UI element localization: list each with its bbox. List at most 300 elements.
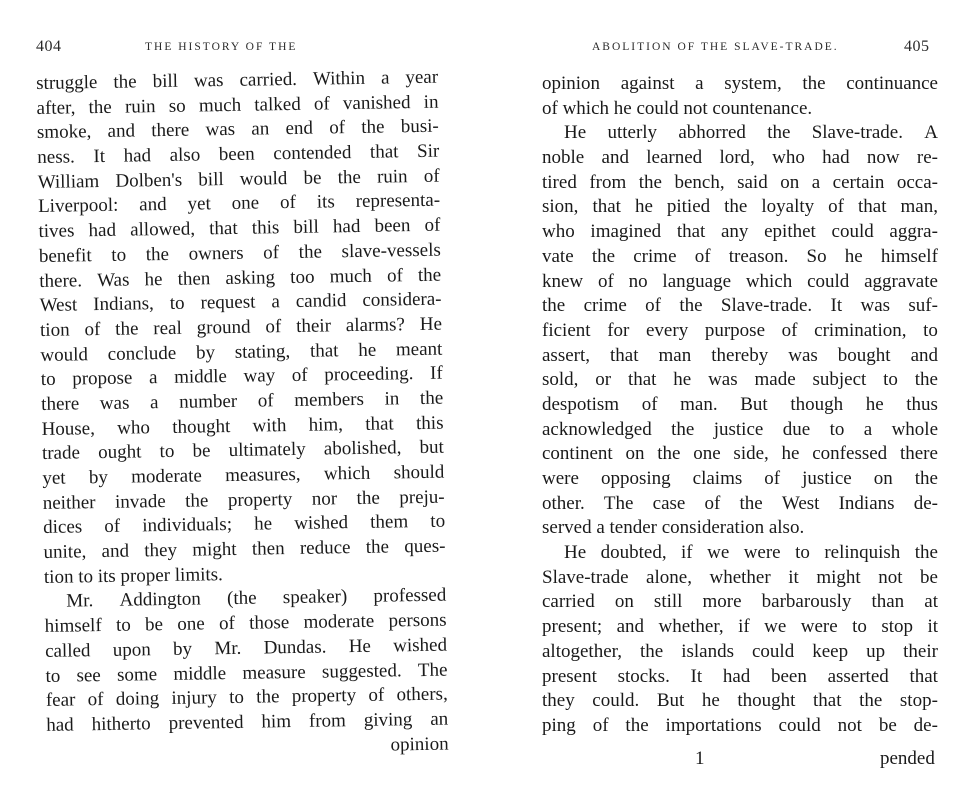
word: to xyxy=(228,687,245,709)
word: due xyxy=(782,418,811,440)
word: sion, xyxy=(542,196,579,218)
word: he xyxy=(673,369,692,391)
word: one xyxy=(177,613,205,635)
catchword: opinion xyxy=(390,733,449,756)
word: man. xyxy=(680,393,718,415)
word: would xyxy=(40,343,89,366)
word: to xyxy=(111,244,127,266)
word: thought xyxy=(172,415,231,438)
word: case xyxy=(652,492,686,514)
word: nor xyxy=(311,488,338,510)
word: Within xyxy=(312,67,366,90)
word: the xyxy=(115,318,139,340)
word: bill xyxy=(198,168,224,191)
word: who xyxy=(772,147,805,169)
word: Slave-trade xyxy=(542,566,629,588)
text-line xyxy=(542,714,938,739)
word: some xyxy=(116,663,158,686)
word: abolished, xyxy=(323,437,402,460)
text-line xyxy=(542,590,938,615)
word: talked xyxy=(254,93,301,116)
word: smoke, xyxy=(36,121,92,144)
word: Was xyxy=(96,269,130,291)
word: that xyxy=(209,217,238,240)
word: he xyxy=(701,690,720,712)
word: aggravate xyxy=(864,270,938,292)
word: crimination, xyxy=(814,319,907,341)
word: of xyxy=(313,93,330,115)
word: up xyxy=(866,640,886,662)
text-line xyxy=(542,195,938,220)
word: present xyxy=(542,665,597,687)
word: year xyxy=(405,66,439,89)
word: the xyxy=(914,369,938,391)
word: of xyxy=(592,714,609,736)
word: still xyxy=(653,591,683,613)
word: altogether, xyxy=(542,640,622,662)
word: language xyxy=(662,270,731,292)
text-line xyxy=(542,442,938,467)
word: the xyxy=(914,542,938,564)
word: but xyxy=(419,436,445,459)
word: barbarously xyxy=(761,591,852,613)
word: struggle xyxy=(36,72,98,94)
word: But xyxy=(740,393,768,415)
word: of xyxy=(329,117,346,139)
word: tives xyxy=(38,220,75,243)
word: knew xyxy=(542,270,584,292)
word: to xyxy=(923,319,938,341)
text-line xyxy=(542,541,938,566)
word: him, xyxy=(308,413,344,436)
word: wished xyxy=(294,512,349,535)
word: ultimately xyxy=(228,439,306,462)
word: they xyxy=(542,690,575,712)
word: were xyxy=(800,616,838,638)
word: to xyxy=(829,418,845,440)
word: the xyxy=(591,245,616,267)
word: could xyxy=(752,640,795,662)
word: called xyxy=(44,640,91,662)
word: though xyxy=(790,393,844,415)
word: lord, xyxy=(719,147,755,169)
word: he xyxy=(634,196,653,218)
word: de- xyxy=(913,492,938,514)
word: man, xyxy=(900,196,938,218)
word: on xyxy=(780,171,800,193)
word: suf- xyxy=(908,295,938,317)
word: to xyxy=(430,511,446,533)
word: purpose xyxy=(704,319,766,341)
word: occa- xyxy=(896,171,938,193)
word: benefit xyxy=(38,244,92,267)
word: It xyxy=(830,295,843,317)
word: real xyxy=(153,317,182,340)
word: be xyxy=(144,614,164,636)
word: upon xyxy=(112,639,151,661)
text-line xyxy=(542,665,938,690)
word: from xyxy=(589,171,627,193)
word: subject xyxy=(812,369,867,391)
word: it xyxy=(788,566,799,588)
word: Mr. xyxy=(214,637,242,660)
word: ness. xyxy=(37,146,75,169)
word: by xyxy=(88,466,109,489)
word: was xyxy=(708,369,738,391)
word: Indians xyxy=(838,492,895,514)
word: measures, xyxy=(224,463,301,487)
word: too xyxy=(290,266,315,288)
word: He xyxy=(348,635,372,657)
word: considera- xyxy=(362,288,442,312)
word: and xyxy=(107,120,136,143)
word: been xyxy=(374,215,411,237)
word: invade xyxy=(114,490,166,513)
word: on xyxy=(625,443,645,465)
word: that xyxy=(676,221,706,243)
word: doubted, xyxy=(600,542,667,564)
text-line xyxy=(542,566,938,591)
word: that xyxy=(592,196,621,218)
word: But xyxy=(656,690,685,712)
word: man xyxy=(658,344,692,366)
word: alone, xyxy=(646,566,692,588)
word: bought xyxy=(837,344,891,366)
word: number xyxy=(178,390,238,413)
word: ought xyxy=(97,441,142,464)
word: there xyxy=(151,119,190,142)
word: himself xyxy=(880,245,938,267)
word: was xyxy=(193,70,224,92)
word: relinquish xyxy=(824,542,901,564)
word: request xyxy=(200,291,256,314)
word: the xyxy=(365,536,390,558)
word: of xyxy=(764,468,781,489)
word: speaker) xyxy=(282,586,348,609)
word: them xyxy=(370,511,409,534)
word: tired xyxy=(542,171,577,193)
word: preju- xyxy=(399,486,445,509)
word: William xyxy=(37,170,100,193)
word: should xyxy=(393,461,445,484)
text-line xyxy=(542,121,938,146)
word: him xyxy=(261,710,292,733)
word: crime xyxy=(633,245,677,267)
word: giving xyxy=(363,709,413,731)
word: epithet xyxy=(764,221,816,243)
word: was xyxy=(788,344,818,366)
word: ficient xyxy=(542,319,591,341)
word: for xyxy=(607,319,630,341)
word: a xyxy=(149,392,159,414)
word: could xyxy=(807,270,850,292)
word: conclude xyxy=(107,342,177,365)
word: continent xyxy=(542,443,613,465)
word: prevented xyxy=(168,711,244,734)
word: opposing xyxy=(600,468,671,489)
word: The xyxy=(417,659,448,681)
text-line xyxy=(542,615,938,640)
word: might xyxy=(192,538,237,561)
word: he xyxy=(781,443,800,465)
word: he xyxy=(844,245,863,267)
word: the xyxy=(767,122,791,144)
word: it xyxy=(927,616,938,638)
word: of xyxy=(597,270,614,292)
word: this xyxy=(415,412,444,434)
text-line xyxy=(542,393,938,418)
word: was xyxy=(860,295,891,317)
word: of xyxy=(279,192,297,214)
text-line xyxy=(542,171,938,196)
word: by xyxy=(195,341,216,364)
word: It xyxy=(93,145,106,168)
word: of xyxy=(423,165,440,187)
word: he xyxy=(358,339,377,361)
word: the xyxy=(417,264,442,286)
word: system, xyxy=(724,73,782,94)
word: was xyxy=(99,392,130,414)
word: could xyxy=(831,221,874,243)
word: present; xyxy=(542,616,603,638)
word: the xyxy=(625,714,649,736)
word: the xyxy=(724,196,748,218)
word: other. xyxy=(542,492,585,514)
word: slave-vessels xyxy=(341,239,441,263)
word: of xyxy=(828,196,844,218)
word: be xyxy=(303,167,322,189)
word: West xyxy=(781,492,820,514)
word: the xyxy=(185,490,209,512)
word: Dundas. xyxy=(263,636,327,659)
word: a xyxy=(811,171,821,193)
word: to xyxy=(40,368,56,391)
right-page-number: 405 xyxy=(904,38,930,55)
word: that xyxy=(610,344,639,366)
word: carried. xyxy=(239,68,298,91)
word: Sir xyxy=(416,140,440,163)
word: justice xyxy=(802,468,852,489)
word: tion xyxy=(39,319,70,341)
word: reduce xyxy=(299,537,351,559)
word: bench, xyxy=(674,171,725,193)
text-line xyxy=(542,146,938,171)
word: injury xyxy=(171,687,217,710)
word: keep xyxy=(812,640,849,662)
word: he xyxy=(144,268,163,290)
word: been xyxy=(218,143,255,166)
word: He xyxy=(419,313,443,335)
word: so xyxy=(168,95,186,117)
word: meant xyxy=(395,338,443,360)
word: ping xyxy=(542,714,576,736)
word: candid xyxy=(295,290,347,313)
word: which xyxy=(745,270,793,292)
word: to xyxy=(45,665,61,687)
word: which xyxy=(323,462,371,485)
word: had xyxy=(46,714,74,736)
word: there. xyxy=(39,269,83,292)
word: justice xyxy=(713,418,764,440)
text-line xyxy=(542,220,938,245)
word: at xyxy=(924,591,938,613)
word: that xyxy=(909,665,938,687)
word: not xyxy=(837,714,862,736)
word: from xyxy=(308,710,347,732)
word: one xyxy=(693,443,721,465)
word: measure xyxy=(242,661,306,684)
word: middle xyxy=(173,662,227,685)
word: of xyxy=(694,245,711,267)
word: utterly xyxy=(607,122,658,144)
word: of xyxy=(263,242,280,264)
word: aggra- xyxy=(889,221,938,243)
word: that xyxy=(857,196,887,218)
word: by xyxy=(172,638,193,660)
word: ground xyxy=(196,316,251,339)
left-page-number: 404 xyxy=(36,38,62,55)
word: the xyxy=(679,295,703,317)
word: of xyxy=(265,316,282,338)
word: a xyxy=(695,73,704,94)
word: in xyxy=(384,388,400,410)
word: or xyxy=(595,369,612,391)
word: end xyxy=(285,118,314,140)
word: pitied xyxy=(666,196,711,218)
word: of xyxy=(84,318,101,341)
word: after, xyxy=(36,97,76,119)
word: A xyxy=(924,122,938,144)
word: Slave-trade. xyxy=(720,295,813,317)
word: Dolben's xyxy=(115,169,183,192)
word: allowed, xyxy=(129,218,196,241)
word: fear xyxy=(45,689,76,712)
word: might xyxy=(816,566,861,588)
word: crime xyxy=(583,295,627,317)
word: Addington xyxy=(119,588,201,612)
word: hitherto xyxy=(91,713,151,736)
word: who xyxy=(117,416,151,439)
word: that xyxy=(813,690,842,712)
word: be xyxy=(192,440,211,462)
word: that xyxy=(627,369,657,391)
word: made xyxy=(754,369,796,391)
word: wished xyxy=(393,634,448,657)
word: busi- xyxy=(400,116,439,138)
word: property xyxy=(227,488,293,511)
word: himself xyxy=(44,615,102,638)
word: the xyxy=(638,171,662,193)
word: and xyxy=(101,540,130,563)
word: others, xyxy=(396,683,448,706)
word: bill xyxy=(293,216,319,239)
word: Liverpool: xyxy=(37,195,119,218)
word: the xyxy=(256,686,280,708)
word: If xyxy=(429,362,443,385)
word: be xyxy=(920,566,938,588)
word: the xyxy=(361,116,385,139)
word: not xyxy=(878,566,903,588)
word: The xyxy=(603,492,634,514)
word: the xyxy=(337,166,361,189)
word: if xyxy=(681,542,693,564)
text-line xyxy=(542,72,938,97)
word: confessed xyxy=(812,443,888,465)
word: of xyxy=(291,365,308,387)
text-line: served a tender consideration also. xyxy=(542,517,805,539)
word: a xyxy=(380,67,390,89)
word: of xyxy=(218,613,236,635)
text-line xyxy=(542,270,938,295)
word: persons xyxy=(388,609,447,632)
text-line xyxy=(542,689,938,714)
word: and xyxy=(910,344,938,366)
word: to xyxy=(852,616,867,638)
word: the xyxy=(88,96,112,118)
word: moderate xyxy=(131,465,203,488)
word: de- xyxy=(913,714,938,736)
word: abhorred xyxy=(678,122,746,144)
word: on xyxy=(614,591,634,613)
word: members xyxy=(294,388,365,411)
word: to xyxy=(795,542,810,564)
word: carried xyxy=(542,591,595,613)
word: then xyxy=(251,538,285,560)
word: of xyxy=(386,264,403,287)
word: Indians, xyxy=(92,293,155,316)
word: if xyxy=(738,616,750,638)
word: would xyxy=(239,167,288,190)
word: imagined xyxy=(590,221,662,243)
word: sold, xyxy=(542,369,579,391)
word: then xyxy=(177,267,211,290)
word: claims xyxy=(692,468,743,489)
word: thus xyxy=(906,393,938,415)
word: contended xyxy=(273,142,352,165)
word: alarms? xyxy=(345,314,406,337)
word: importations xyxy=(665,714,762,736)
word: So xyxy=(806,245,827,267)
word: asserted xyxy=(827,665,889,687)
word: the xyxy=(802,73,826,94)
word: much xyxy=(329,265,373,287)
word: of xyxy=(257,390,274,412)
word: He xyxy=(564,542,587,564)
word: the xyxy=(657,443,681,465)
word: see xyxy=(76,664,101,686)
word: against xyxy=(620,73,675,94)
word: of xyxy=(704,492,721,514)
word: moderate xyxy=(303,610,375,633)
text-line xyxy=(542,294,938,319)
word: the xyxy=(739,492,763,514)
word: professed xyxy=(373,585,447,608)
word: on xyxy=(873,468,893,489)
word: an xyxy=(251,118,270,140)
right-page xyxy=(490,0,980,809)
word: to xyxy=(169,292,185,315)
word: suggested. xyxy=(321,659,402,683)
word: with xyxy=(252,414,287,437)
word: stocks. xyxy=(617,665,670,687)
word: individuals; xyxy=(142,514,233,537)
text-line xyxy=(542,245,938,270)
text-line xyxy=(542,319,938,344)
word: of xyxy=(645,295,661,317)
word: and xyxy=(139,194,167,216)
word: to xyxy=(883,369,898,391)
word: the xyxy=(356,487,380,509)
